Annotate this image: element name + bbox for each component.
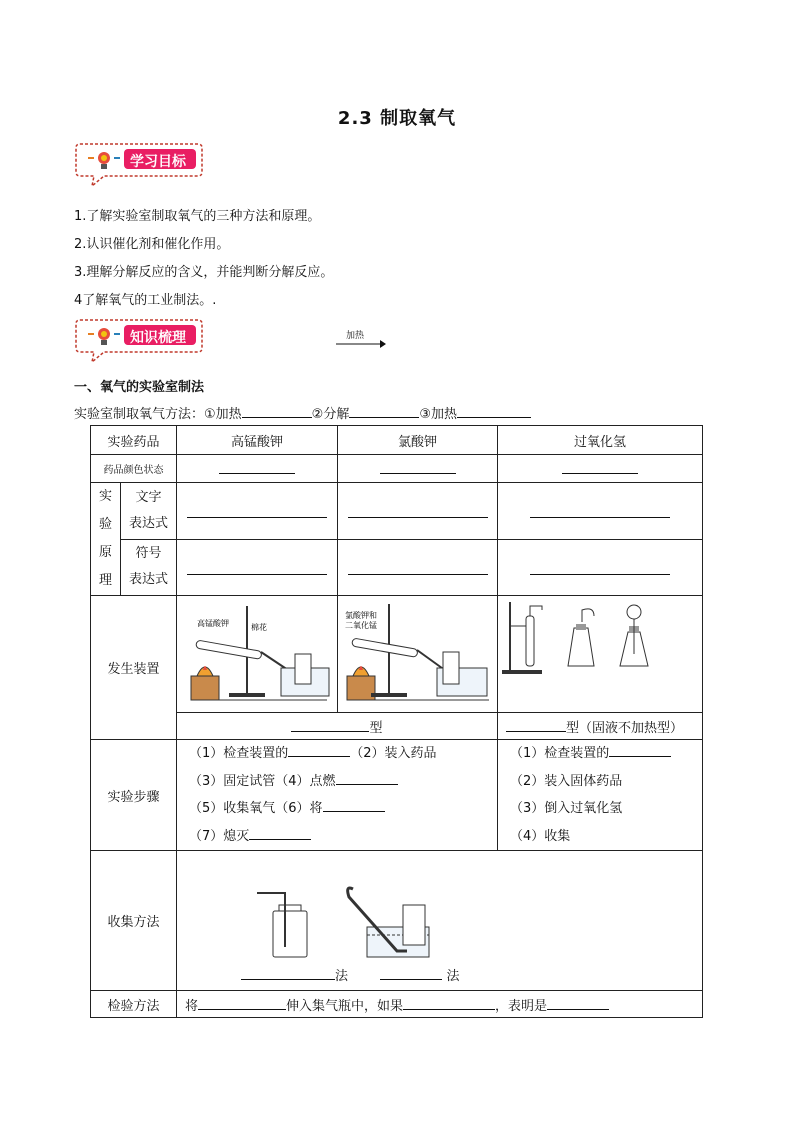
steps-h2o2: （1）检查装置的 （2）装入固体药品 （3）倒入过氧化氢 （4）收集	[498, 740, 703, 851]
row-color-state: 药品颜色状态	[91, 455, 177, 483]
objective-1: 1.了解实验室制取氧气的三种方法和原理。	[74, 209, 321, 224]
test-label: 检验方法	[91, 991, 177, 1018]
objective-4: 4了解氧气的工业制法。.	[74, 293, 217, 308]
header-kclo3: 氯酸钾	[338, 426, 498, 455]
heating-arrow: 加热	[336, 328, 388, 350]
symbol-expression-label: 符号 表达式	[121, 539, 177, 596]
header-kmno4: 高锰酸钾	[177, 426, 338, 455]
apparatus-label: 发生装置	[91, 596, 177, 740]
section-heading: 一、氧气的实验室制法	[74, 380, 205, 395]
page-title: 2.3 制取氧气	[337, 108, 457, 129]
collection-figure	[257, 881, 457, 961]
header-h2o2: 过氧化氢	[498, 426, 703, 455]
heating-apparatus-figure	[339, 596, 497, 708]
blank-cell[interactable]	[338, 539, 498, 596]
svg-text:氯酸钾和: 氯酸钾和	[344, 611, 377, 620]
heating-apparatus-figure	[177, 596, 337, 708]
kclo3-apparatus-image	[338, 596, 498, 713]
flask-apparatus-figure	[498, 596, 702, 708]
type-left-cell[interactable]: 型	[177, 713, 498, 740]
text-expression-label: 文字 表达式	[121, 483, 177, 540]
principle-label: 实 验 原 理	[91, 483, 121, 596]
objective-3: 3.理解分解反应的含义，并能判断分解反应。	[74, 265, 334, 280]
arrow-right-icon	[336, 338, 388, 350]
kmno4-apparatus-image	[177, 596, 338, 713]
blank-cell[interactable]	[177, 483, 338, 540]
collect-label: 收集方法	[91, 851, 177, 991]
header-reagent: 实验药品	[91, 426, 177, 455]
svg-text:棉花: 棉花	[251, 623, 267, 632]
method-line: 实验室制取氧气方法：①加热 ②分解 ③加热	[74, 403, 531, 422]
blank-cell[interactable]	[498, 483, 703, 540]
blank-cell[interactable]	[338, 455, 498, 483]
objective-2: 2.认识催化剂和催化作用。	[74, 237, 230, 252]
svg-text:高锰酸钾: 高锰酸钾	[197, 619, 229, 628]
learning-goals-badge: 学习目标	[74, 140, 204, 186]
steps-heating: （1）检查装置的 （2）装入药品 （3）固定试管（4）点燃 （5）收集氧气（6）将 （7）熄灭	[177, 740, 498, 851]
oxygen-prep-table	[90, 425, 703, 1018]
collect-cell: 法 法	[177, 851, 703, 991]
blank-cell[interactable]	[338, 483, 498, 540]
svg-text:二氧化锰: 二氧化锰	[344, 621, 377, 630]
knowledge-review-badge: 知识梳理	[74, 316, 204, 362]
blank-cell[interactable]	[498, 539, 703, 596]
blank-cell[interactable]	[177, 455, 338, 483]
type-right-cell[interactable]: 型（固液不加热型）	[498, 713, 703, 740]
blank-cell[interactable]	[177, 539, 338, 596]
test-cell[interactable]: 将 伸入集气瓶中，如果 ，表明是	[177, 991, 703, 1018]
h2o2-apparatus-image	[498, 596, 703, 713]
steps-label: 实验步骤	[91, 740, 177, 851]
blank-cell[interactable]	[498, 455, 703, 483]
